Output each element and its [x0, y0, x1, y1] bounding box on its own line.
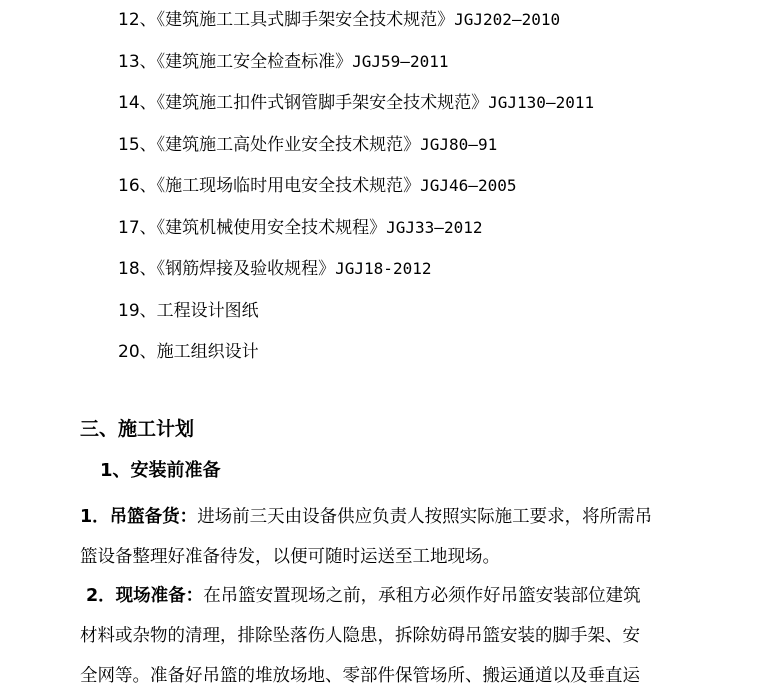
paragraph-line: 1．吊篮备货：进场前三天由设备供应负责人按照实际施工要求，将所需吊 — [80, 507, 653, 527]
paragraph-line: 材料或杂物的清理，排除坠落伤人隐患，拆除妨碍吊篮安装的脚手架、安 — [80, 626, 640, 646]
paragraph-hanging-basket-stock — [80, 497, 700, 577]
section-heading: 三、施工计划 — [80, 418, 195, 440]
paragraph-line: 2．现场准备：在吊篮安置现场之前，承租方必须作好吊篮安装部位建筑 — [86, 586, 641, 606]
reference-item-20: 20、施工组织设计 — [118, 342, 259, 362]
paragraph-label: 2．现场准备： — [86, 586, 204, 606]
paragraph-line: 篮设备整理好准备待发，以便可随时运送至工地现场。 — [80, 547, 500, 567]
paragraph-label: 1．吊篮备货： — [80, 507, 198, 527]
paragraph-line: 全网等。准备好吊篮的堆放场地、零部件保管场所、搬运通道以及垂直运 — [80, 666, 640, 686]
reference-item-13: 13、《建筑施工安全检查标准》JGJ59—2011 — [118, 52, 449, 72]
reference-item-17: 17、《建筑机械使用安全技术规程》JGJ33—2012 — [118, 218, 483, 238]
reference-item-12: 12、《建筑施工工具式脚手架安全技术规范》JGJ202—2010 — [118, 10, 561, 30]
reference-item-19: 19、工程设计图纸 — [118, 301, 259, 321]
subsection-heading: 1、安装前准备 — [100, 460, 221, 481]
reference-item-15: 15、《建筑施工高处作业安全技术规范》JGJ80—91 — [118, 135, 498, 155]
reference-item-18: 18、《钢筋焊接及验收规程》JGJ18-2012 — [118, 259, 432, 279]
paragraph-site-preparation — [80, 576, 700, 696]
reference-item-16: 16、《施工现场临时用电安全技术规范》JGJ46—2005 — [118, 176, 517, 196]
reference-item-14: 14、《建筑施工扣件式钢管脚手架安全技术规范》JGJ130—2011 — [118, 93, 595, 113]
